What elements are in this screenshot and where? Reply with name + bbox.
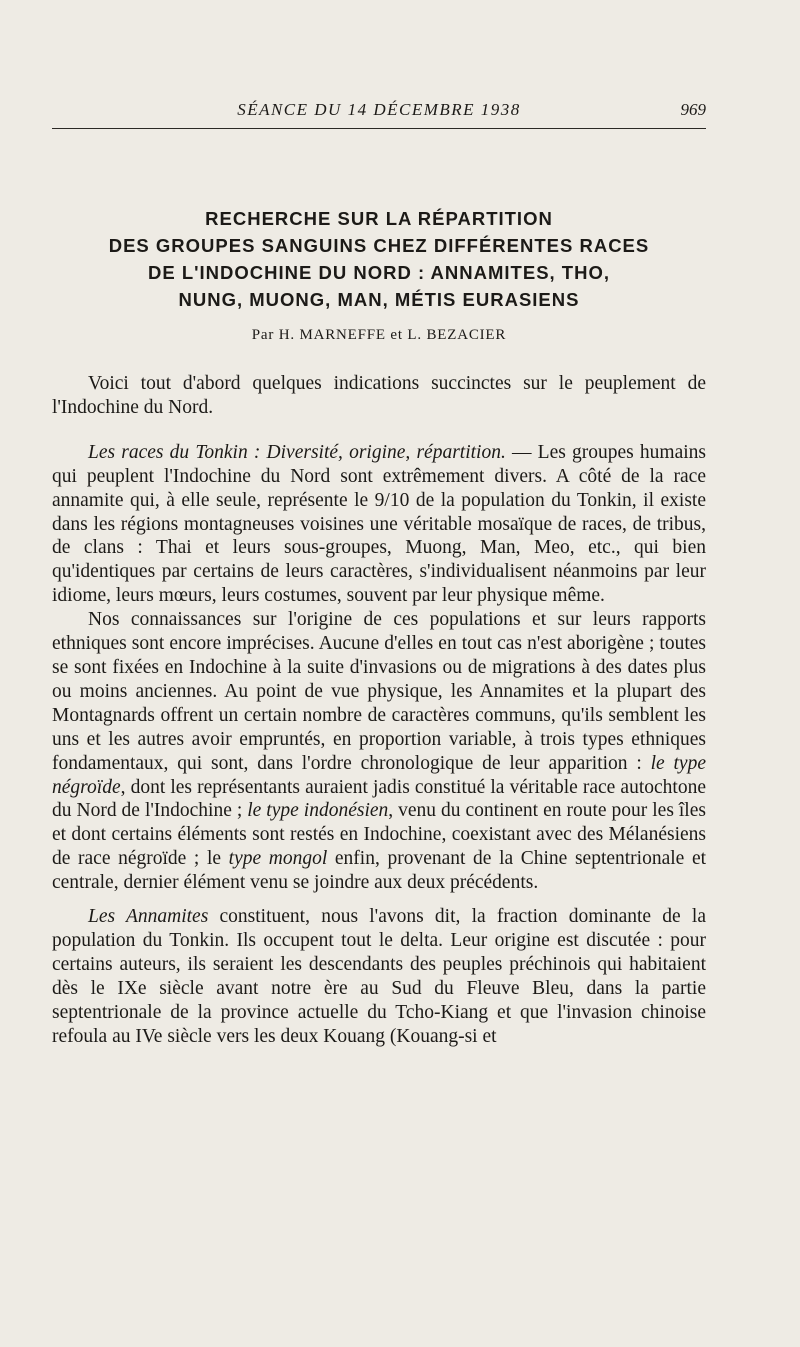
italic-term: le type indonésien [247,800,389,822]
title-line: RECHERCHE SUR LA RÉPARTITION [205,208,553,229]
paragraph-text: constituent, nous l'avons dit, la fraction dominante de la population du Tonkin. Ils occupent tout le delta. Leur origine est discutée : pour certains auteurs, ils seraient les descendants des peuples préchinois qui habitaient dès le IXe siècle avant notre ère au Sud du Fleuve Bleu, dans la partie septentrionale de la province actuelle du Tcho-Kiang et que l'invasion chinoise refoula au IVe siècle vers les deux Kouang (Kouang-si et [52,906,707,1047]
running-head [52,96,706,126]
italic-term: le type négroïde [52,752,706,798]
running-head-title: SÉANCE DU 14 DÉCEMBRE 1938 [237,100,521,119]
paragraph-text: Nos connaissances sur l'origine de ces populations et sur leurs rapports ethniques sont encore imprécises. Aucune d'elles en tout cas n'est aborigène ; toutes se sont fixées en Indochine à la suite d'invasions ou de migrations à des dates plus ou moins anciennes. Au point de vue physique, les Annamites et la plupart des Montagnards offrent un certain nombre de caractères communs, qu'ils semblent les uns et les autres avoir empruntés, en proportion variable, à trois types ethniques fondamentaux, qui sont, dans l'ordre chronologique de leur apparition : [52,609,706,774]
italic-term: Les Annamites [88,906,209,928]
paragraph-text: enfin, provenant de la Chine septentrionale et centrale, dernier élément venu se joindre aux deux précédents. [52,848,707,894]
article-title [52,205,706,313]
title-line: NUNG, MUONG, MAN, MÉTIS EURASIENS [178,289,580,310]
italic-term: type mongol [228,848,328,870]
section-heading: Les races du Tonkin : Diversité, origine, répartition. [88,441,506,463]
title-line: DES GROUPES SANGUINS CHEZ DIFFÉRENTES RACES [108,235,650,256]
paragraph-text: , venu du continent en route pour les îles et dont certains éléments sont restés en Indochine, coexistant avec des Mélanésiens de race négroïde ; le [52,800,706,870]
header-rule [52,128,706,129]
paragraph-text: Voici tout d'abord quelques indications succinctes sur le peuplement de l'Indochine du Nord. [52,373,706,418]
article-body [52,372,706,1048]
page-number: 969 [680,100,706,119]
paragraph-text: , dont les représentants auraient jadis constitué la véritable race autochtone du Nord de l'Indochine ; [52,776,706,822]
paragraph [52,905,706,1048]
paragraph [52,441,706,608]
paragraph [52,608,706,895]
title-line: DE L'INDOCHINE DU NORD : ANNAMITES, THO, [147,262,610,283]
paragraph [52,372,706,420]
paragraph-text: — Les groupes humains qui peuplent l'Indochine du Nord sont extrêmement divers. A côté de la race annamite qui, à elle seule, représente le 9/10 de la population du Tonkin, il existe dans les régions montagneuses voisines une véritable mosaïque de races, de tribus, de clans : Thai et leurs sous-groupes, Muong, Man, Meo, etc., qui bien qu'identiques par certains de leurs caractères, s'individualisent néanmoins par leur idiome, leurs mœurs, leurs costumes, souvent par leur physique même. [52,441,706,607]
authors-line: Par H. MARNEFFE et L. BEZACIER [251,327,507,343]
